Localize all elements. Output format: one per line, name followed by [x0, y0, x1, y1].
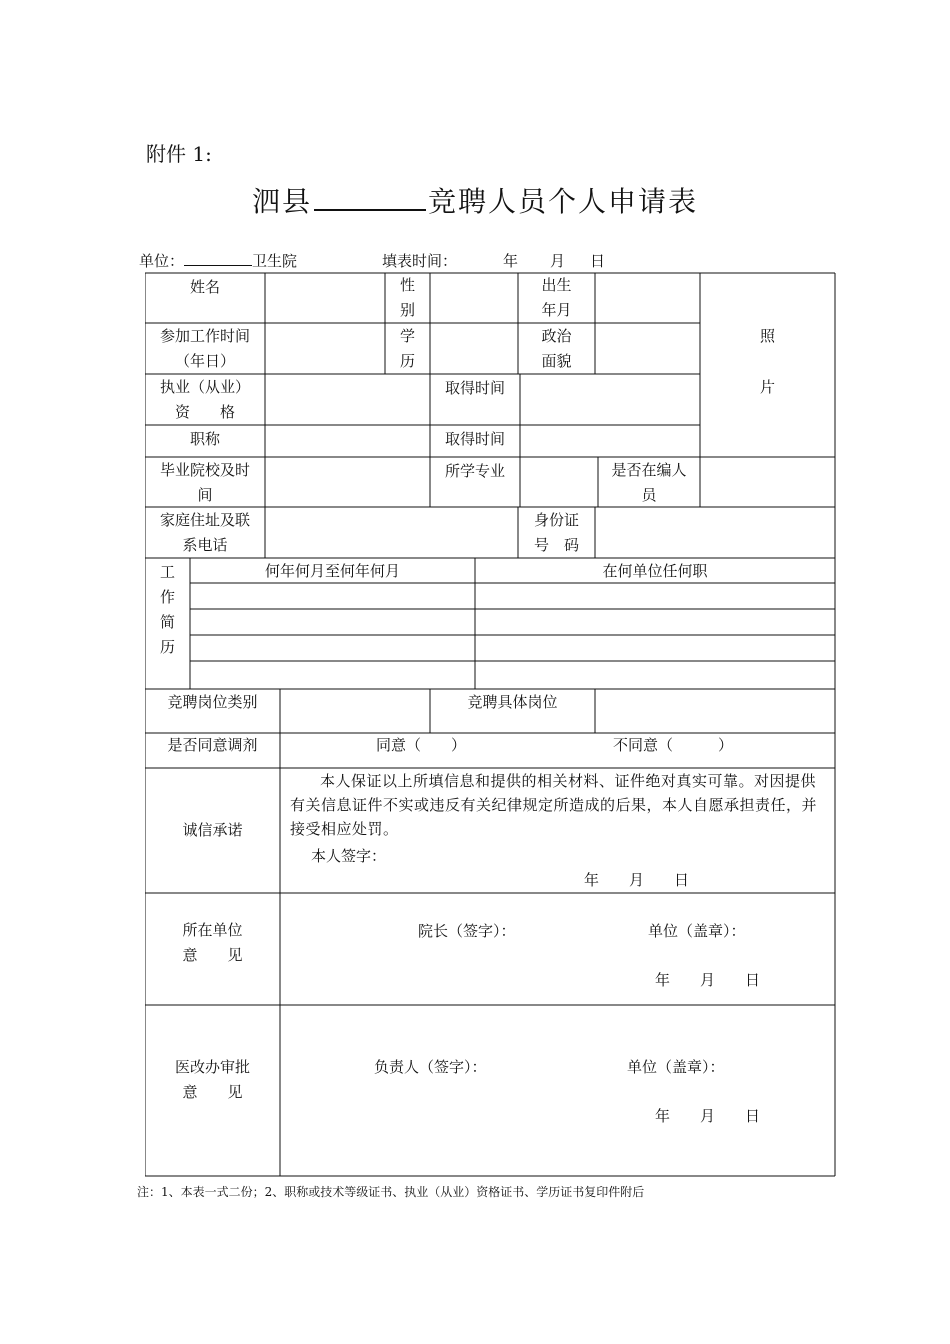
resume-col-period: 何年何月至何年何月 — [264, 562, 400, 580]
adjust-label: 是否同意调剂 — [167, 736, 258, 754]
unit-opinion-line1: 所在单位 — [182, 921, 243, 939]
integrity-label: 诚信承诺 — [182, 821, 243, 839]
unit-opinion-date: 年 月 日 — [655, 971, 761, 989]
id-card-label — [518, 508, 595, 558]
school-label — [145, 458, 265, 508]
id-card-line2: 号 码 — [533, 536, 579, 554]
unit-seal-label-1: 单位（盖章）： — [648, 922, 746, 940]
politics-label — [518, 324, 595, 374]
work-start-line1: 参加工作时间 — [159, 327, 250, 345]
address-line2: 系电话 — [182, 536, 228, 554]
post-category-label: 竞聘岗位类别 — [167, 693, 258, 711]
reform-opinion-line2: 意 见 — [182, 1083, 243, 1101]
photo-label-2: 片 — [759, 378, 775, 396]
title-blank-field[interactable] — [314, 187, 426, 211]
title-county: 泗县 — [251, 185, 312, 218]
dean-sign-label: 院长（签字）： — [418, 922, 516, 940]
politics-line2: 面貌 — [541, 352, 572, 370]
post-specific-label: 竞聘具体岗位 — [467, 693, 558, 711]
page-title — [0, 180, 950, 220]
integrity-date: 年 月 日 — [584, 871, 690, 889]
fill-month: 月 — [550, 252, 566, 270]
unit-opinion-label — [145, 918, 280, 968]
in-staff-line2: 员 — [641, 486, 657, 504]
unit-label: 单位： — [139, 252, 185, 270]
fill-year: 年 — [503, 252, 519, 270]
gender-label-line2: 别 — [399, 301, 415, 319]
license-line1: 执业（从业） — [159, 378, 250, 396]
unit-suffix: 卫生院 — [252, 252, 298, 270]
reform-opinion-date: 年 月 日 — [655, 1107, 761, 1125]
address-label — [145, 508, 265, 558]
birth-label — [518, 273, 595, 323]
unit-opinion-line2: 意 见 — [182, 946, 243, 964]
education-line1: 学 — [399, 327, 415, 345]
resume-col-position: 在何单位任何职 — [602, 562, 708, 580]
resume-char-3: 简 — [159, 613, 175, 631]
signature-label: 本人签字： — [311, 847, 387, 865]
attachment-label: 附件 1: — [146, 142, 212, 166]
resume-char-2: 作 — [159, 588, 175, 606]
in-staff-label — [598, 458, 700, 508]
photo-label-1: 照 — [759, 327, 775, 345]
reform-opinion-line1: 医改办审批 — [174, 1058, 250, 1076]
school-line2: 间 — [197, 486, 213, 504]
politics-line1: 政治 — [541, 327, 572, 345]
birth-label-line1: 出生 — [541, 276, 572, 294]
gender-label — [385, 273, 430, 323]
footer-note: 注：1、本表一式二份；2、职称或技术等级证书、执业（从业）资格证书、学历证书复印件附后 — [137, 1185, 645, 1199]
in-staff-line1: 是否在编人 — [611, 461, 687, 479]
unit-seal-label-2: 单位（盖章）： — [627, 1058, 725, 1076]
fill-day: 日 — [590, 252, 606, 270]
obtain-time-label-1: 取得时间 — [444, 379, 505, 397]
address-line1: 家庭住址及联 — [159, 511, 250, 529]
work-start-label — [145, 324, 265, 374]
birth-label-line2: 年月 — [541, 301, 572, 319]
license-label — [145, 375, 265, 425]
title-rank-label: 职称 — [189, 430, 220, 448]
school-line1: 毕业院校及时 — [159, 461, 250, 479]
integrity-text: 本人保证以上所填信息和提供的相关材料、证件绝对真实可靠。对因提供有关信息证件不实或违反有关纪律规定所造成的后果，本人自愿承担责任，并接受相应处罚。 — [290, 772, 818, 838]
work-start-line2: （年日） — [174, 352, 235, 370]
license-line2: 资 格 — [174, 403, 235, 421]
agree-option[interactable]: 同意（ ） — [376, 736, 467, 754]
education-line2: 历 — [399, 352, 415, 370]
major-label: 所学专业 — [444, 462, 505, 480]
name-label: 姓名 — [189, 278, 220, 296]
gender-label-line1: 性 — [399, 276, 415, 294]
head-sign-label: 负责人（签字）： — [374, 1058, 487, 1076]
obtain-time-label-2: 取得时间 — [444, 430, 505, 448]
fill-time-label: 填表时间： — [382, 252, 458, 270]
title-main: 竞聘人员个人申请表 — [428, 185, 699, 218]
disagree-option[interactable]: 不同意（ ） — [613, 736, 734, 754]
resume-char-4: 历 — [159, 638, 175, 656]
resume-label — [145, 560, 190, 660]
unit-blank-field[interactable] — [184, 251, 252, 266]
resume-char-1: 工 — [159, 563, 175, 581]
unit-line — [139, 250, 297, 271]
reform-opinion-label — [145, 1055, 280, 1105]
id-card-line1: 身份证 — [533, 511, 579, 529]
education-label — [385, 324, 430, 374]
